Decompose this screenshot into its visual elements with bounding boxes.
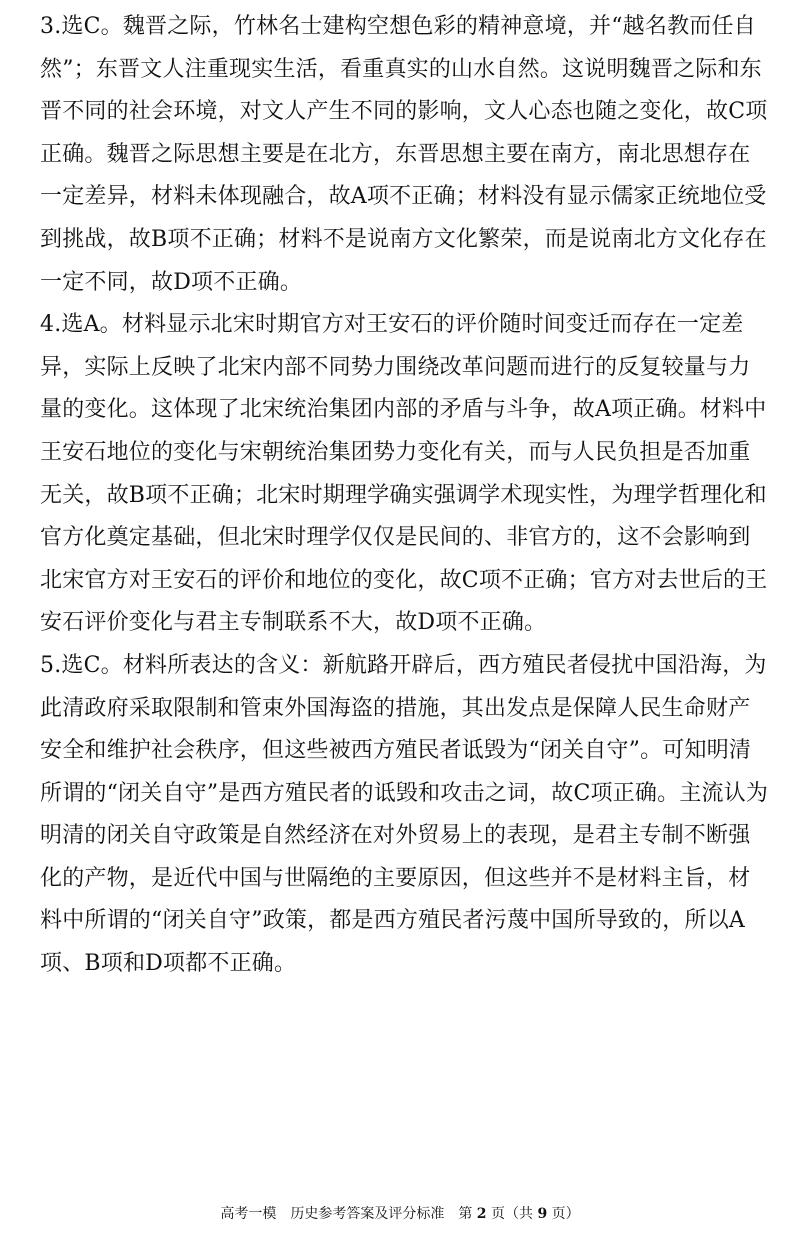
footer-prefix: 高考一模 历史参考答案及评分标准 第 [220,1206,473,1222]
answer-paragraph-5: 5.选C。材料所表达的含义：新航路开辟后，西方殖民者侵扰中国沿海，为此清政府采取限制和管束外国海盗的措施，其出发点是保障人民生命财产安全和维护社会秩序，但这些被西方殖民者诋毁为“闭关自守”。可知明清所谓的“闭关自守”是西方殖民者的诋毁和攻击之词，故C项正确。主流认为明清的闭关自守政策是自然经济在对外贸易上的表现，是君主专制不断强化的产物，是近代中国与世隔绝的主要原因，但这些并不是材料主旨，材料中所谓的“闭关自守”政策，都是西方殖民者污蔑中国所导致的，所以A项、B项和D项都不正确。 [40,652,769,977]
footer-suffix: 页） [551,1206,580,1222]
answer-paragraph-3: 3.选C。魏晋之际，竹林名士建构空想色彩的精神意境，并“越名教而任自然”；东晋文人注重现实生活，看重真实的山水自然。这说明魏晋之际和东晋不同的社会环境，对文人产生不同的影响，文人心态也随之变化，故C项正确。魏晋之际思想主要是在北方，东晋思想主要在南方，南北思想存在一定差异，材料未体现融合，故A项不正确；材料没有显示儒家正统地位受到挑战，故B项不正确；材料不是说南方文化繁荣，而是说南北方文化存在一定不同，故D项不正确。 [40,14,768,295]
footer-total-pages: 9 [537,1206,548,1222]
footer-middle: 页（共 [491,1206,533,1222]
answer-paragraph-4: 4.选A。材料显示北宋时期官方对王安石的评价随时间变迁而存在一定差异，实际上反映了北宋内部不同势力围绕改革问题而进行的反复较量与力量的变化。这体现了北宋统治集团内部的矛盾与斗争，故A项正确。材料中王安石地位的变化与宋朝统治集团势力变化有关，而与人民负担是否加重无关，故B项不正确；北宋时期理学确实强调学术现实性，为理学哲理化和官方化奠定基础，但北宋时理学仅仅是民间的、非官方的，这不会影响到北宋官方对王安石的评价和地位的变化，故C项不正确；官方对去世后的王安石评价变化与君主专制联系不大，故D项不正确。 [40,312,768,636]
page-footer [0,1204,800,1224]
answer-document [40,6,770,986]
footer-page-number: 2 [476,1206,487,1222]
